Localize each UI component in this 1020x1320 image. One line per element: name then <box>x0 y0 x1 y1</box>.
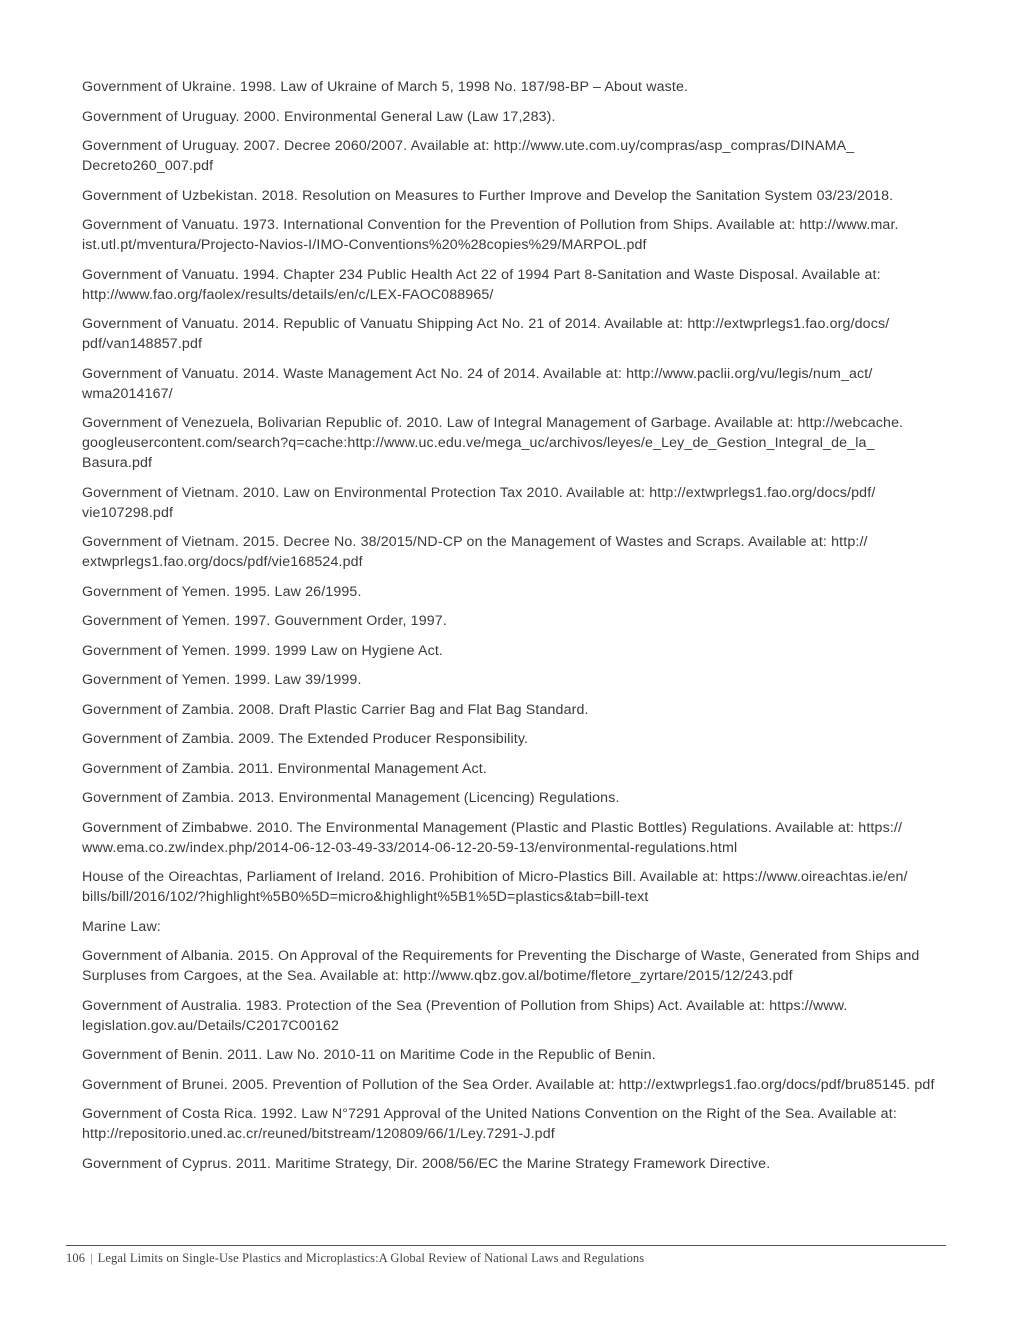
reference-list <box>82 77 948 1183</box>
reference-entry: Government of Australia. 1983. Protection of the Sea (Prevention of Pollution from Ships) Act. Available at: https://www. legislation.gov.au/Details/C2017C00162 <box>82 997 848 1034</box>
reference-entry: Government of Yemen. 1999. Law 39/1999. <box>82 672 362 688</box>
reference-entry: House of the Oireachtas, Parliament of Ireland. 2016. Prohibition of Micro-Plastics Bill. Available at: https://www.oireachtas.ie/en/ bills/bill/2016/102/?highlight%5B0%5D=micro&highlight%5B1%5D=plastics&tab=bill-text <box>82 869 908 905</box>
reference-entry: Government of Albania. 2015. On Approval of the Requirements for Preventing the Discharge of Waste, Generated from Ships and Surpluses from Cargoes, at the Sea. Available at: http://www.qbz.gov.al/botime/fletore_zyrtare/2015/12/243.pdf <box>82 948 920 984</box>
reference-entry: Government of Uruguay. 2007. Decree 2060/2007. Available at: http://www.ute.com.uy/compras/asp_compras/DINAMA_ Decreto260_007.pdf <box>82 138 855 174</box>
reference-entry: Government of Zambia. 2009. The Extended Producer Responsibility. <box>82 731 529 747</box>
reference-entry: Government of Zambia. 2013. Environmental Management (Licencing) Regulations. <box>82 790 620 806</box>
section-heading-marine-law: Marine Law: <box>82 918 161 935</box>
reference-entry: Government of Yemen. 1999. 1999 Law on Hygiene Act. <box>82 642 443 659</box>
reference-entry: Government of Brunei. 2005. Prevention of Pollution of the Sea Order. Available at: http://extwprlegs1.fao.org/docs/pdf/bru85145. pdf <box>82 1076 935 1093</box>
reference-entry: Government of Costa Rica. 1992. Law N°7291 Approval of the United Nations Convention on the Right of the Sea. Available at: http://repositorio.uned.ac.cr/reuned/bitstream/120809/66/1/Ley.7291-J.pdf <box>82 1106 897 1142</box>
reference-entry: Government of Vanuatu. 1994. Chapter 234 Public Health Act 22 of 1994 Part 8-Sanitation and Waste Disposal. Available at: http://www.fao.org/faolex/results/details/en/c/LEX-FAOC088965/ <box>82 266 881 303</box>
reference-entry: Government of Uruguay. 2000. Environmental General Law (Law 17,283). <box>82 108 556 125</box>
reference-entry: Government of Zimbabwe. 2010. The Environmental Management (Plastic and Plastic Bottles) Regulations. Available at: https:// www.ema.co.zw/index.php/2014-06-12-03-49-33/2014-06-12-20-59-13/environmental-regulations.html <box>82 819 903 856</box>
reference-entry: Government of Vanuatu. 2014. Republic of Vanuatu Shipping Act No. 21 of 2014. Available at: http://extwprlegs1.fao.org/docs/ pdf/van148857.pdf <box>82 316 890 352</box>
page-footer <box>66 1251 644 1266</box>
reference-entry: Government of Venezuela, Bolivarian Republic of. 2010. Law of Integral Management of Garbage. Available at: http://webcache. googleusercontent.com/search?q=cache:http://www.uc.edu.ve/mega_uc/archivos/leyes/e_Ley_de_Gestion_Integral_de_la_ Basura.pdf <box>82 415 904 471</box>
reference-entry: Government of Vietnam. 2010. Law on Environmental Protection Tax 2010. Available at: http://extwprlegs1.fao.org/docs/pdf/ vie107298.pdf <box>82 484 876 521</box>
document-title: Legal Limits on Single-Use Plastics and Microplastics:A Global Review of National Laws and Regulations <box>97 1251 645 1265</box>
reference-entry: Government of Vanuatu. 2014. Waste Management Act No. 24 of 2014. Available at: http://www.paclii.org/vu/legis/num_act/ wma2014167/ <box>82 365 873 402</box>
reference-entry: Government of Uzbekistan. 2018. Resolution on Measures to Further Improve and Develop the Sanitation System 03/23/2018. <box>82 187 894 204</box>
reference-entry: Government of Vanuatu. 1973. International Convention for the Prevention of Pollution from Ships. Available at: http://www.mar. ist.utl.pt/mventura/Projecto-Navios-I/IMO-Conventions%20%28copies%29/MARPOL.pdf <box>82 217 899 253</box>
page-number: 106 <box>66 1251 86 1265</box>
footer-divider <box>66 1245 946 1246</box>
reference-entry: Government of Benin. 2011. Law No. 2010-11 on Maritime Code in the Republic of Benin. <box>82 1047 656 1063</box>
reference-entry: Government of Yemen. 1997. Gouvernment Order, 1997. <box>82 613 447 629</box>
reference-entry: Government of Zambia. 2011. Environmental Management Act. <box>82 760 487 777</box>
reference-entry: Government of Cyprus. 2011. Maritime Strategy, Dir. 2008/56/EC the Marine Strategy Framework Directive. <box>82 1155 771 1172</box>
reference-entry: Government of Vietnam. 2015. Decree No. 38/2015/ND-CP on the Management of Wastes and Scraps. Available at: http:// extwprlegs1.fao.org/docs/pdf/vie168524.pdf <box>82 534 868 570</box>
reference-entry: Government of Zambia. 2008. Draft Plastic Carrier Bag and Flat Bag Standard. <box>82 701 589 718</box>
footer-separator: | <box>90 1251 93 1265</box>
reference-entry: Government of Yemen. 1995. Law 26/1995. <box>82 583 362 600</box>
reference-entry: Government of Ukraine. 1998. Law of Ukraine of March 5, 1998 No. 187/98-BP – About waste. <box>82 79 689 95</box>
